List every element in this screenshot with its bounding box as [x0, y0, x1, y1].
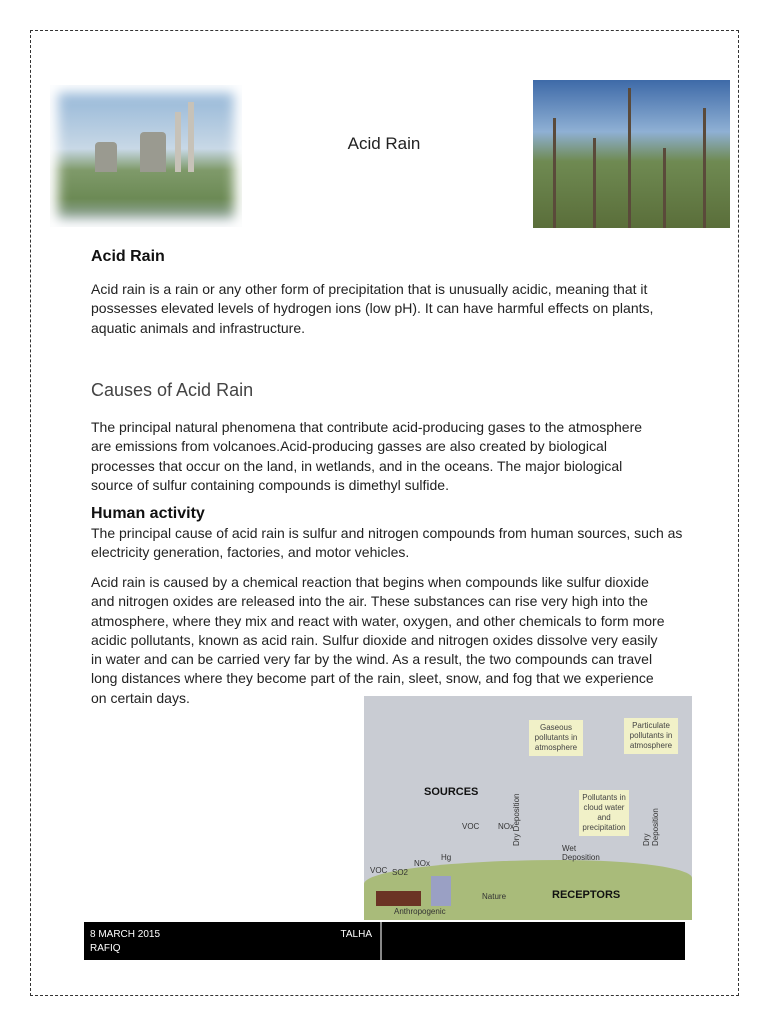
cloud-box: Pollutants in cloud water and precipitation: [579, 790, 629, 836]
causes-paragraph: The principal natural phenomena that contribute acid-producing gases to the atmosphere are emissions from volcanoes.Acid-producing gasses are also created by biological processes that occur on the land, in wetlands, and in the oceans. The major biological source of sulfur containing compounds is dimethyl sulfide.: [91, 419, 643, 493]
nature-label: Nature: [482, 892, 507, 901]
acid-rain-diagram: [364, 696, 692, 920]
heading-acid-rain: Acid Rain: [91, 248, 165, 265]
voc-label-2: VOC: [370, 866, 388, 875]
so2-label: SO2: [392, 868, 409, 877]
dead-forest-image: [533, 80, 730, 228]
particulate-box: Particulate pollutants in atmosphere: [624, 718, 678, 754]
hg-label: Hg: [441, 853, 452, 862]
nox-label-2: NOx: [414, 859, 430, 868]
sources-label: SOURCES: [424, 786, 479, 798]
heading-human-activity: Human activity: [91, 505, 205, 522]
heading-causes: Causes of Acid Rain: [91, 380, 254, 400]
power-plant-image: [50, 85, 242, 227]
dry-deposition-label-2: Dry Deposition: [642, 808, 660, 846]
voc-label: VOC: [462, 822, 480, 831]
nox-label: NOx: [498, 822, 514, 831]
footer: [84, 922, 685, 960]
anthropogenic-label: Anthropogenic: [394, 907, 446, 916]
document-title: Acid Rain: [347, 134, 421, 153]
gaseous-box: Gaseous pollutants in atmosphere: [529, 720, 583, 756]
footer-author-last: RAFIQ: [90, 943, 121, 954]
footer-author-first: TALHA: [340, 929, 372, 940]
wet-deposition-label: Wet Deposition: [562, 844, 600, 862]
dry-deposition-label: Dry Deposition: [512, 793, 521, 846]
intro-paragraph: Acid rain is a rain or any other form of precipitation that is unusually acidic, meaning that it possesses elevated levels of hydrogen ions (low pH). It can have harmful effects on plants, aquatic animals and infrastructure.: [91, 281, 654, 336]
footer-date: 8 MARCH 2015: [90, 929, 161, 940]
reaction-paragraph: Acid rain is caused by a chemical reaction that begins when compounds like sulfur dioxide and nitrogen oxides are released into the air. These substances can rise very high into the atmosphere, where they mix and react with water, oxygen, and other chemicals to form more acidic pollutants, known as acid rain. Sulfur dioxide and nitrogen oxides dissolve very easily in water and can be carried very far by the wind. As a result, the two compounds can travel long distances where they become part of the rain, sleet, snow, and fog that we experience on certain days.: [91, 574, 665, 706]
human-paragraph: The principal cause of acid rain is sulfur and nitrogen compounds from human sources, such as electricity generation, factories, and motor vehicles.: [91, 525, 683, 561]
receptors-label: RECEPTORS: [552, 889, 621, 901]
